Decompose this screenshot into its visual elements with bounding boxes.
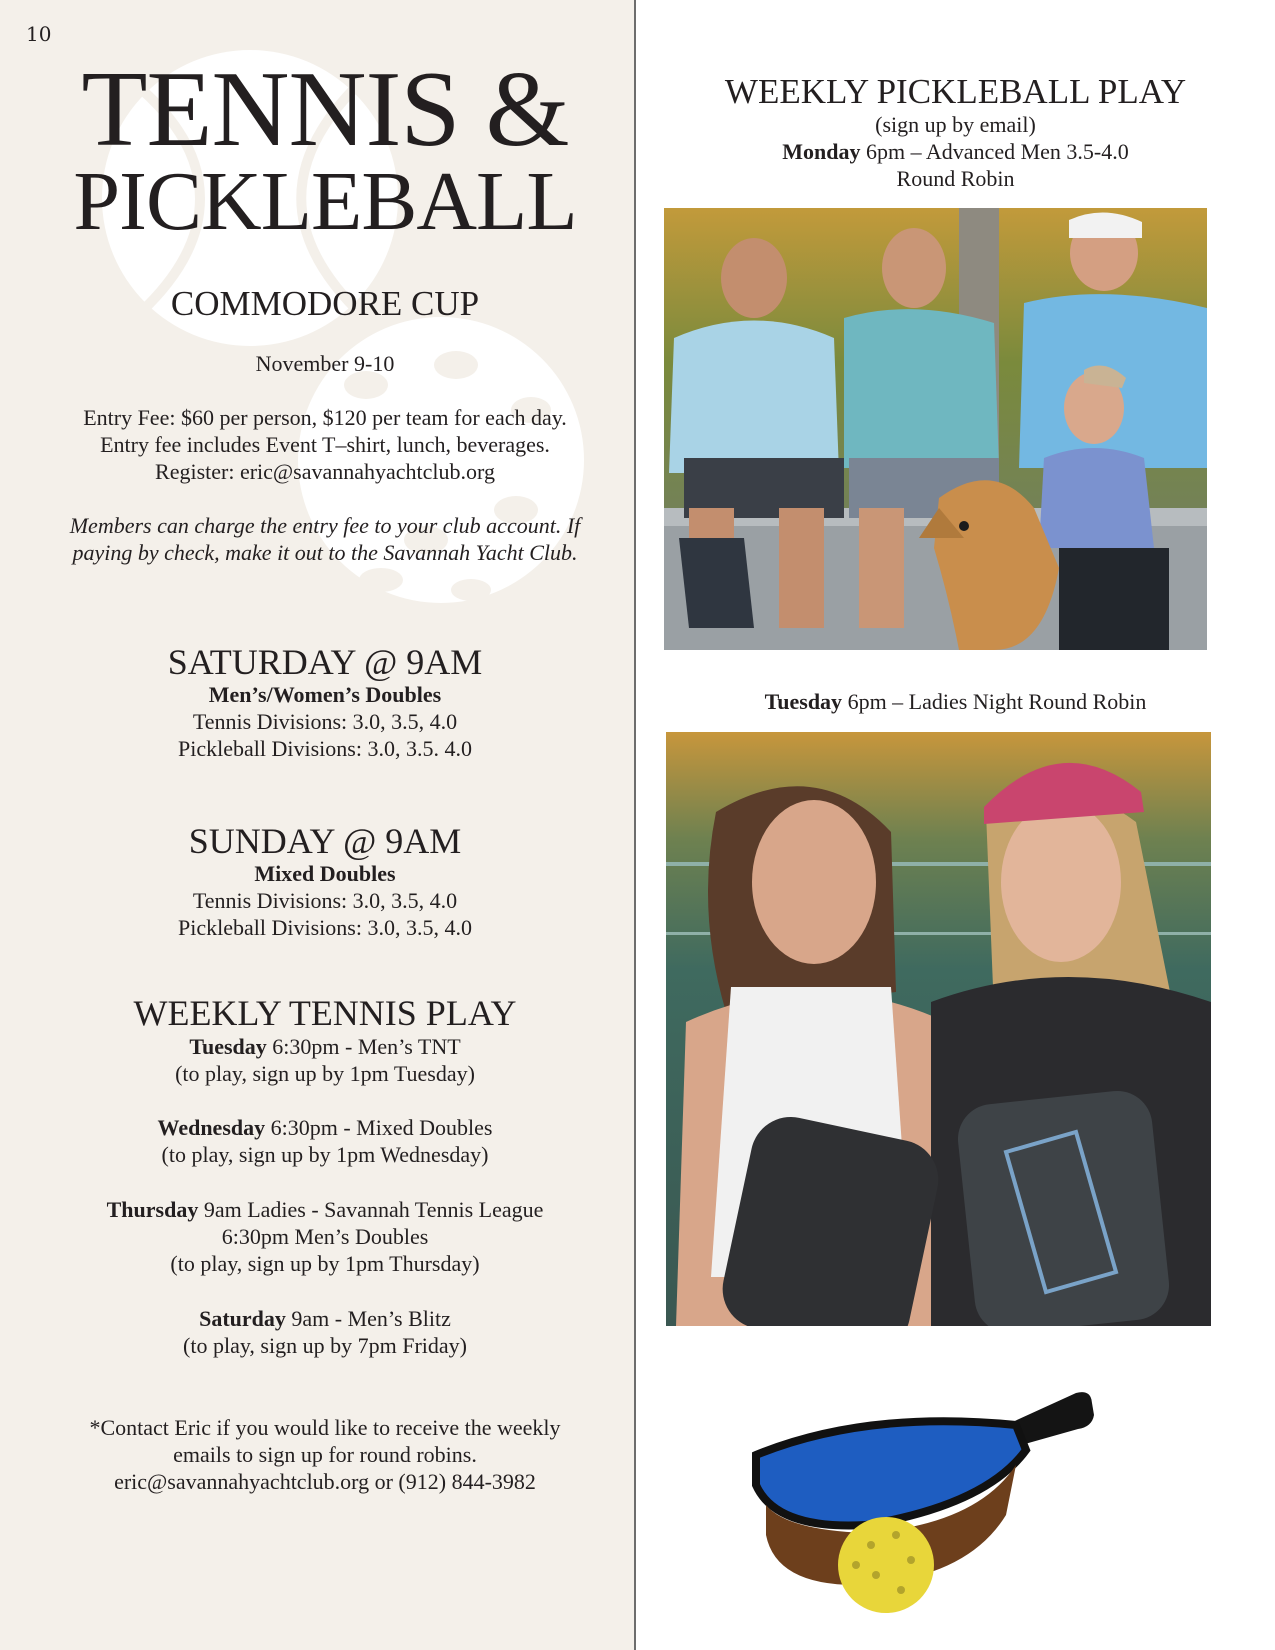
member-note-line2: paying by check, make it out to the Savannah Yacht Club. xyxy=(72,540,578,565)
tennis-wednesday-note: (to play, sign up by 1pm Wednesday) xyxy=(161,1142,489,1167)
register-email: Register: eric@savannahyachtclub.org xyxy=(155,459,495,484)
tennis-saturday xyxy=(0,1305,634,1332)
tennis-saturday-note: (to play, sign up by 7pm Friday) xyxy=(183,1333,467,1358)
sunday-event-type: Mixed Doubles xyxy=(254,861,396,886)
tennis-thursday-text: 9am Ladies - Savannah Tennis League xyxy=(198,1197,544,1222)
tennis-thursday-note: (to play, sign up by 1pm Thursday) xyxy=(170,1251,480,1276)
tennis-thursday-day: Thursday xyxy=(106,1197,199,1222)
pickleball-monday-text: 6pm – Advanced Men 3.5-4.0 xyxy=(860,139,1129,164)
pickleball-tuesday xyxy=(636,688,1275,715)
page-title-line1: TENNIS & xyxy=(81,50,569,169)
tennis-tuesday-text: 6:30pm - Men’s TNT xyxy=(266,1034,461,1059)
saturday-event-type: Men’s/Women’s Doubles xyxy=(208,682,442,707)
pickleball-monday-day: Monday xyxy=(782,139,861,164)
member-note-line1: Members can charge the entry fee to your club account. If xyxy=(69,513,581,538)
commodore-cup-heading: COMMODORE CUP xyxy=(170,284,480,323)
page-number: 10 xyxy=(26,22,52,46)
tennis-wednesday xyxy=(0,1114,634,1141)
pickleball-signup-note: (sign up by email) xyxy=(875,112,1036,137)
pickleball-monday xyxy=(636,138,1275,165)
ladies-photo-image xyxy=(666,732,1211,1326)
pickleball-monday-line2: Round Robin xyxy=(896,166,1015,191)
page-title-line2: PICKLEBALL xyxy=(73,155,577,248)
group-photo-image xyxy=(664,208,1207,650)
sunday-tennis-divisions: Tennis Divisions: 3.0, 3.5, 4.0 xyxy=(192,888,458,913)
contact-line2: emails to sign up for round robins. xyxy=(173,1442,477,1467)
weekly-tennis-heading: WEEKLY TENNIS PLAY xyxy=(133,993,517,1033)
tennis-tuesday-day: Tuesday xyxy=(189,1034,267,1059)
entry-fee-includes: Entry fee includes Event T–shirt, lunch, beverages. xyxy=(100,432,550,457)
saturday-tennis-divisions: Tennis Divisions: 3.0, 3.5, 4.0 xyxy=(192,709,458,734)
tennis-tuesday-note: (to play, sign up by 1pm Tuesday) xyxy=(175,1061,475,1086)
pickleball-tuesday-day: Tuesday xyxy=(764,689,843,714)
tennis-wednesday-day: Wednesday xyxy=(157,1115,266,1140)
sunday-pickleball-divisions: Pickleball Divisions: 3.0, 3.5, 4.0 xyxy=(178,915,472,940)
left-column xyxy=(0,0,634,1650)
entry-fee-line: Entry Fee: $60 per person, $120 per team for each day. xyxy=(83,405,567,430)
pickleball-tuesday-text: 6pm – Ladies Night Round Robin xyxy=(842,689,1147,714)
saturday-heading: SATURDAY @ 9AM xyxy=(167,642,483,682)
contact-line3: eric@savannahyachtclub.org or (912) 844-3982 xyxy=(114,1469,536,1494)
tennis-saturday-day: Saturday xyxy=(199,1306,286,1331)
tennis-saturday-text: 9am - Men’s Blitz xyxy=(285,1306,451,1331)
sunday-heading: SUNDAY @ 9AM xyxy=(188,821,462,861)
weekly-pickleball-heading: WEEKLY PICKLEBALL PLAY xyxy=(724,72,1187,111)
right-column xyxy=(636,0,1275,1650)
tennis-thursday xyxy=(0,1196,634,1223)
commodore-cup-date: November 9-10 xyxy=(255,351,395,376)
saturday-pickleball-divisions: Pickleball Divisions: 3.0, 3.5. 4.0 xyxy=(178,736,472,761)
tennis-tuesday xyxy=(0,1033,634,1060)
pickleball-paddle-icon xyxy=(746,1385,1106,1617)
tennis-thursday-line2: 6:30pm Men’s Doubles xyxy=(221,1224,429,1249)
contact-line1: *Contact Eric if you would like to receive the weekly xyxy=(89,1415,561,1440)
tennis-wednesday-text: 6:30pm - Mixed Doubles xyxy=(265,1115,493,1140)
